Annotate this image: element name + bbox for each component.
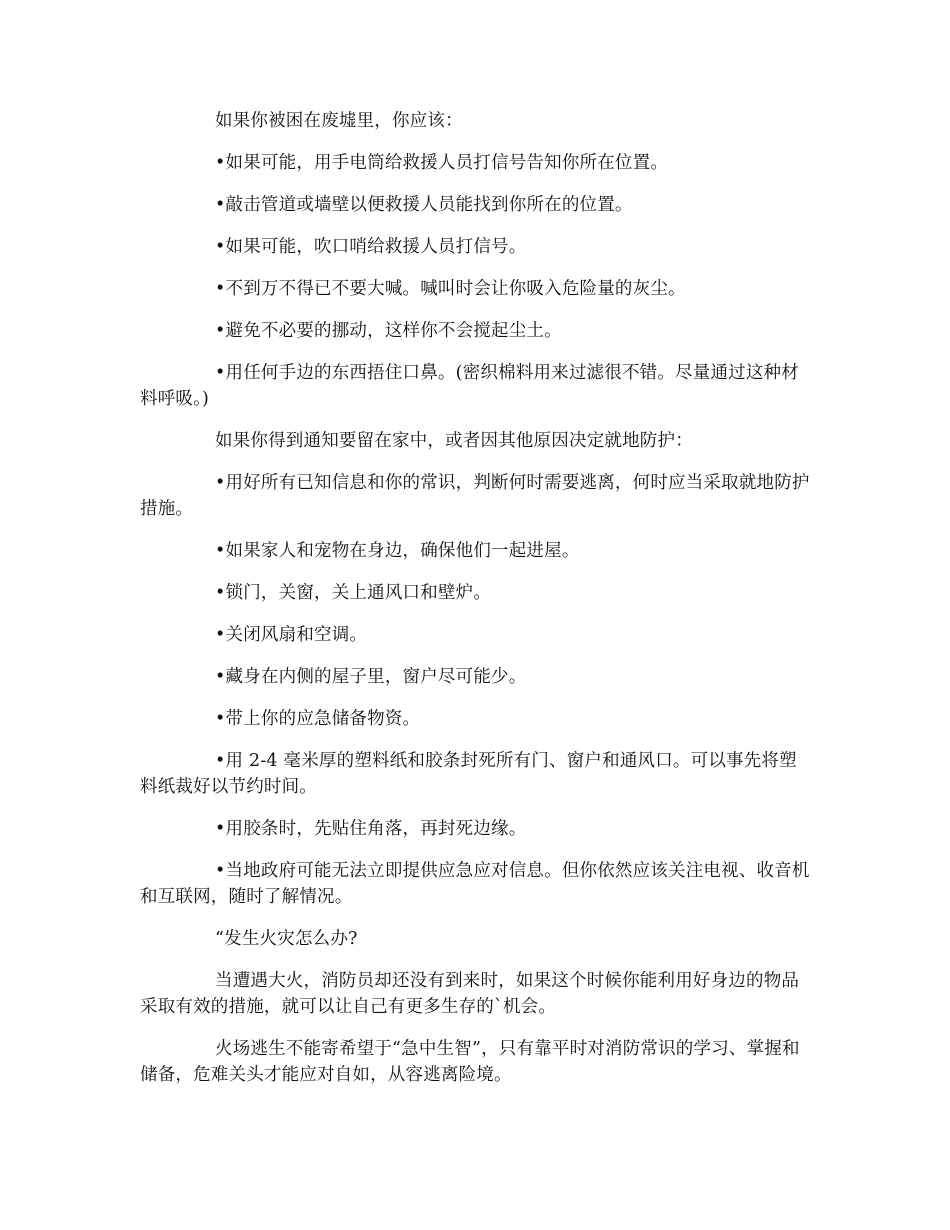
paragraph-seal-openings: •用 2-4 毫米厚的塑料纸和胶条封死所有门、窗户和通风口。可以事先将塑料纸裁好以节约时间。 [140,751,797,797]
paragraph-inner-room: •藏身在内侧的屋子里，窗户尽可能少。 [215,667,527,687]
paragraph-shelter-intro: 如果你得到通知要留在家中，或者因其他原因决定就地防护： [215,431,693,451]
paragraph-tap-pipes: •敲击管道或墙壁以便救援人员能找到你所在的位置。 [215,195,633,215]
paragraph-fire-escape: 火场逃生不能寄希望于“急中生智”，只有靠平时对消防常识的学习、掌握和储备，危难关头才能应对自如，从容逃离险境。 [140,1039,800,1085]
paragraph-fire-question: “发生火灾怎么办? [215,929,358,949]
paragraph-flashlight: •如果可能，用手电筒给救援人员打信号告知你所在位置。 [215,153,669,173]
paragraph-no-shouting: •不到万不得已不要大喊。喊叫时会让你吸入危险量的灰尘。 [215,279,686,299]
paragraph-fire-measures: 当遭遇大火，消防员却还没有到来时，如果这个时候你能利用好身边的物品采取有效的措施，就可以让自己有更多生存的`机会。 [140,971,800,1017]
document-body [140,108,812,1104]
paragraph-cover-mouth: •用任何手边的东西捂住口鼻。(密织棉料用来过滤很不错。尽量通过这种材料呼吸。) [140,363,799,409]
paragraph-lock-doors: •锁门，关窗，关上通风口和壁炉。 [215,583,492,603]
paragraph-stay-informed: •当地政府可能无法立即提供应急应对信息。但你依然应该关注电视、收音机和互联网，随时了解情况。 [140,861,810,907]
paragraph-avoid-moving: •避免不必要的挪动，这样你不会搅起尘土。 [215,321,562,341]
paragraph-turn-off-fans: •关闭风扇和空调。 [215,625,368,645]
paragraph-trapped-intro: 如果你被困在废墟里，你应该： [215,111,463,131]
paragraph-use-information: •用好所有已知信息和你的常识，判断何时需要逃离，何时应当采取就地防护措施。 [140,473,810,519]
paragraph-emergency-supplies: •带上你的应急储备物资。 [215,709,421,729]
paragraph-family-pets: •如果家人和宠物在身边，确保他们一起进屋。 [215,541,580,561]
paragraph-whistle: •如果可能，吹口哨给救援人员打信号。 [215,237,527,257]
paragraph-tape-corners: •用胶条时，先贴住角落，再封死边缘。 [215,819,527,839]
